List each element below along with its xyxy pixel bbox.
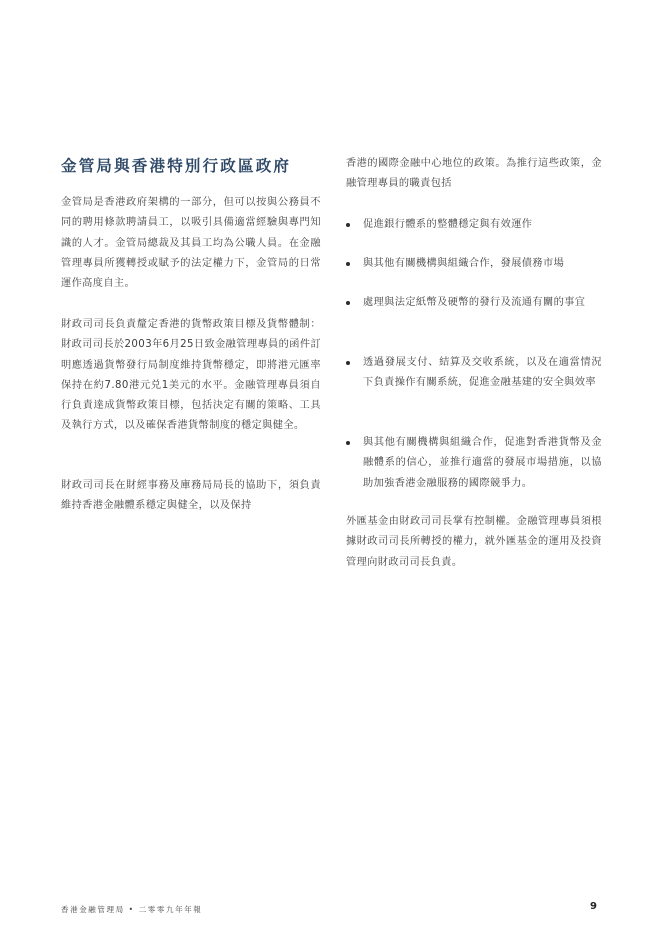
paragraph-exchange-fund: 外匯基金由財政司司長掌有控制權。金融管理專員須根據財政司司長所轉授的權力，就外匯基金的運用及投資管理向財政司司長負責。 bbox=[346, 516, 602, 568]
list-item bbox=[346, 353, 602, 394]
bullet-icon bbox=[346, 301, 350, 305]
list-item-text: 與其他有關機構與組織合作，發展債務市場 bbox=[363, 258, 565, 269]
paragraph-monetary-policy: 財政司司長負責釐定香港的貨幣政策目標及貨幣體制：財政司司長於2003年6月25日致金融管理專員的函件訂明應透過貨幣發行局制度維持貨幣穩定，即將港元匯率保持在約7.80港元兑1美元的水平。金融管理專員須自行負責達成貨幣政策目標，包括決定有關的策略、工具及執行方式，以及確保香港貨幣制度的穩定與健全。 bbox=[61, 319, 321, 432]
list-item-text: 透過發展支付、結算及交收系統，以及在適當情況下負責操作有關系統，促進金融基建的安全與效率 bbox=[363, 357, 602, 389]
list-item-text: 與其他有關機構與組織合作，促進對香港貨幣及金融體系的信心，並推行適當的發展市場措施，以協助加強香港金融服務的國際競爭力。 bbox=[363, 437, 602, 489]
list-item-text: 促進銀行體系的整體穩定與有效運作 bbox=[363, 219, 533, 230]
paragraph-financial-stability: 財政司司長在財經事務及庫務局局長的協助下，須負責維持香港金融體系穩定與健全，以及保持 bbox=[61, 480, 321, 512]
list-item bbox=[346, 215, 602, 235]
list-item bbox=[346, 433, 602, 494]
page-number: 9 bbox=[590, 901, 597, 912]
bullet-icon bbox=[346, 262, 350, 266]
bullet-icon bbox=[346, 361, 350, 365]
list-item bbox=[346, 254, 602, 274]
page-heading: 金管局與香港特別行政區政府 bbox=[61, 157, 292, 175]
bullet-icon bbox=[346, 223, 350, 227]
list-item-text: 處理與法定紙幣及硬幣的發行及流通有關的事宜 bbox=[363, 297, 586, 308]
paragraph-intro: 香港的國際金融中心地位的政策。為推行這些政策，金融管理專員的職責包括 bbox=[346, 158, 602, 190]
paragraph-hkma-structure: 金管局是香港政府架構的一部分，但可以按與公務員不同的聘用條款聘請員工，以吸引具備適當經驗與專門知識的人才。金管局總裁及其員工均為公職人員。在金融管理專員所獲轉授或賦予的法定權力下，金管局的日常運作高度自主。 bbox=[61, 197, 321, 290]
footer-publication: 香港金融管理局 • 二零零九年年報 bbox=[61, 905, 203, 914]
list-item bbox=[346, 293, 602, 313]
bullet-icon bbox=[346, 441, 350, 445]
